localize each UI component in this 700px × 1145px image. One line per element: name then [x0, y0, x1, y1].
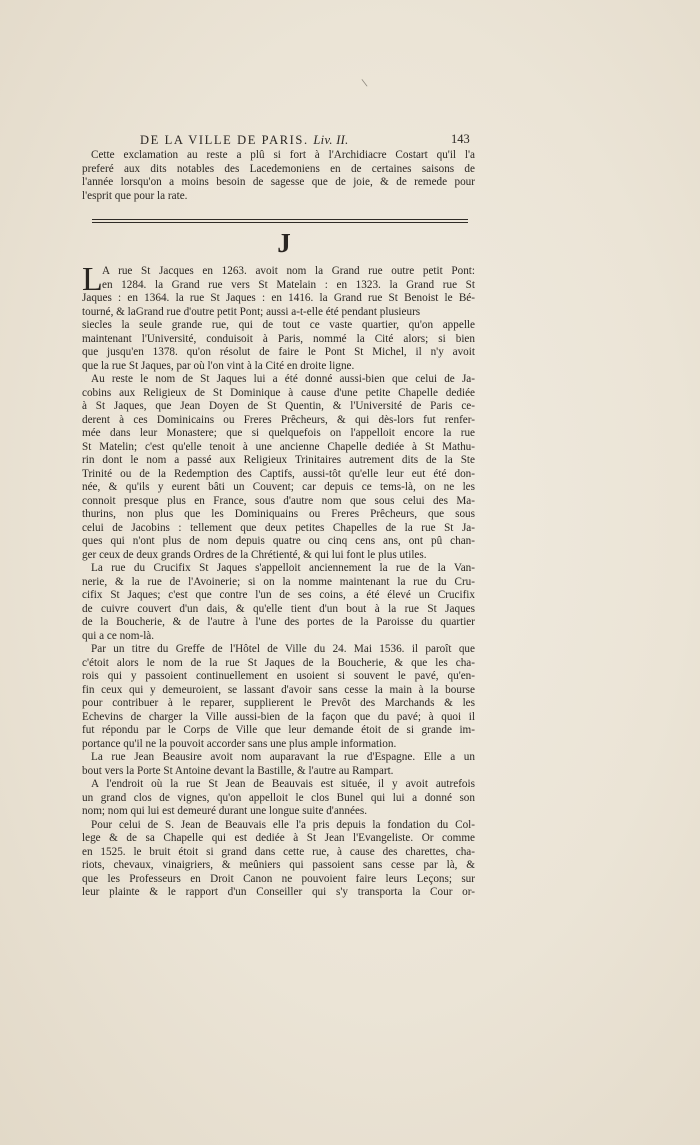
text-line: rois qui y passoient continuellement en usoient si souvent le pavé, qu'en- — [82, 670, 475, 682]
text-line: bout vers la Porte St Antoine devant la Bastille, & l'autre au Rampart. — [82, 764, 394, 777]
text-line: en 1525. le bruit étoit si grand dans cette rue, à cause des charettes, cha- — [82, 845, 475, 858]
text-line: à St Jaques, que Jean Doyen de St Quentin, & l'Université de Paris ce- — [82, 400, 475, 412]
margin-mark: \ — [361, 77, 369, 90]
body-text — [82, 261, 475, 900]
text-line: que jusqu'en 1378. qu'on résolut de faire le Pont St Michel, il n'y avoit — [82, 346, 475, 358]
section-rule-thin — [92, 222, 468, 223]
text-line: Au reste le nom de St Jaques lui a été donné aussi-bien que celui de Ja- — [91, 373, 475, 385]
text-line: A l'endroit où la rue St Jean de Beauvais est située, il y avoit autrefois — [91, 778, 475, 790]
text-line: Jaques : en 1364. la rue St Jaques : en 1416. la Grand rue St Benoist le Bé- — [82, 292, 475, 304]
text-line: cifix St Jaques; c'est que contre l'un de ses coins, a été élevé un Crucifix — [82, 589, 475, 601]
text-line: que la rue St Jaques, par où l'on vint à la Cité en droite ligne. — [82, 359, 355, 372]
text-line: ques qui n'ont plus de nom depuis quatre ou cinq cens ans, ont pû chan- — [82, 535, 475, 547]
text-line: cobins aux Religieux de St Dominique à cause d'une petite Chapelle dediée — [82, 386, 475, 399]
text-line: un grand clos de vignes, qu'on appelloit le clos Bunel qui lui a donné son — [82, 791, 475, 804]
text-line: derent à ces Dominicains ou Freres Prêcheurs, & qui dès-lors fut renfer- — [82, 413, 475, 426]
drop-cap: L — [82, 261, 103, 298]
text-line: rin dont le nom a passé aux Religieux Trinitaires autrement dits de la Ste — [82, 454, 475, 466]
text-line: qui a ce nom-là. — [82, 629, 155, 642]
text-line: St Matelin; c'est qu'elle tenoit à une ancienne Chapelle dediée à St Mathu- — [82, 440, 475, 453]
text-line: maintenant l'Université, conduisoit à Paris, nommé la Cité alors; si bien — [82, 332, 475, 345]
section-letter: J — [277, 228, 291, 258]
text-line: lege & de sa Chapelle qui est dediée à St Jean l'Evangeliste. Or comme — [82, 832, 475, 844]
running-title: DE LA VILLE DE PARIS. — [140, 133, 309, 147]
text-line: c'étoit alors le nom de la rue St Jaques de la Boucherie, & que les cha- — [82, 656, 475, 669]
text-line: ger ceux de deux grands Ordres de la Chrétienté, & qui lui font le plus utiles. — [82, 548, 427, 561]
text-line: fut répondu par le Corps de Ville que leur demande étoit de si grande im- — [82, 724, 475, 736]
text-line: nom; nom qui lui est demeuré durant une longue suite d'années. — [82, 805, 368, 817]
text-line: Par un titre du Greffe de l'Hôtel de Ville du 24. Mai 1536. il paroît que — [91, 643, 475, 655]
carry-over-paragraph — [82, 149, 475, 203]
text-line: A rue St Jacques en 1263. avoit nom la Grand rue outre petit Pont: — [102, 265, 475, 277]
text-line: leur plainte & le rapport d'un Conseiller qui s'y transporta la Cour or- — [82, 886, 475, 898]
text-line: Cette exclamation au reste a plû si fort à l'Archidiacre Costart qu'il l'a — [91, 149, 475, 161]
text-line: pour contribuer à le reparer, supplierent le Prevôt des Marchands & les — [82, 697, 475, 709]
text-line: preferé aux dits notables des Lacedemoniens en de certaines saisons de — [82, 162, 475, 175]
text-line: tourné, & laGrand rue d'outre petit Pont; aussi a-t-elle été pendant plusieurs — [82, 305, 421, 318]
text-line: en 1284. la Grand rue vers St Matelain : en 1323. la Grand rue St — [102, 278, 475, 291]
book-number: Liv. II. — [313, 133, 349, 147]
text-line: nerie, & la rue de l'Avoinerie; si on la nomme maintenant la rue du Cru- — [82, 575, 475, 588]
text-line: de cuivre couvert d'un dais, & qu'elle tient d'un bout à la rue St Jaques — [82, 602, 475, 615]
text-line: celui de Jacobins : tellement que deux petites Chapelles de la rue St Ja- — [82, 521, 475, 534]
text-line: née, & qu'ils y eurent bâti un Couvent; car depuis ce tems-là, on ne les — [82, 481, 475, 493]
page-number: 143 — [451, 132, 470, 146]
text-line: La rue du Crucifix St Jaques s'appelloit anciennement la rue de la Van- — [91, 562, 475, 574]
text-line: l'esprit que pour la rate. — [82, 189, 188, 202]
text-line: l'année lorsqu'on a moins besoin de sagesse que de joie, & de remede pour — [82, 176, 475, 188]
text-line: connoit presque plus en France, sous d'autre nom que sous celui des Ma- — [82, 494, 475, 507]
text-line: mée dans leur Monastere; que si quelquefois on l'appelloit encore la rue — [82, 427, 475, 439]
text-line: fin ceux qui y demeuroient, se lassant d'avoir sans cesse la main à la bourse — [82, 683, 475, 696]
text-line: de la Boucherie, & de l'autre à l'une des portes de la Paroisse du quartier — [82, 616, 475, 628]
text-line: Trinité ou de la Redemption des Captifs, aussi-tôt qu'elle leur eut été don- — [82, 467, 475, 480]
text-line: riots, chevaux, vinaigriers, & meûniers qui passoient sans cesse par là, & — [82, 859, 475, 871]
text-line: portance qu'il ne la pouvoit accorder sans une plus ample information. — [82, 737, 397, 750]
text-line: Pour celui de S. Jean de Beauvais elle l'a pris depuis la fondation du Col- — [91, 818, 475, 831]
text-line: Echevins de charger la Ville aussi-bien de la façon que du pavé; à quoi il — [82, 710, 475, 723]
text-line: La rue Jean Beausire avoit nom auparavant la rue d'Espagne. Elle a un — [91, 751, 475, 763]
text-line: que les Professeurs en Droit Canon ne pouvoient faire leurs Leçons; sur — [82, 872, 475, 885]
running-head — [140, 133, 475, 148]
text-line: siecles la seule grande rue, qui de tout ce vaste quartier, qu'on appelle — [82, 319, 475, 331]
section-rule-thick — [92, 219, 468, 220]
text-line: thurins, non plus que les Dominiquains ou Freres Prêcheurs, que sous — [82, 508, 475, 520]
